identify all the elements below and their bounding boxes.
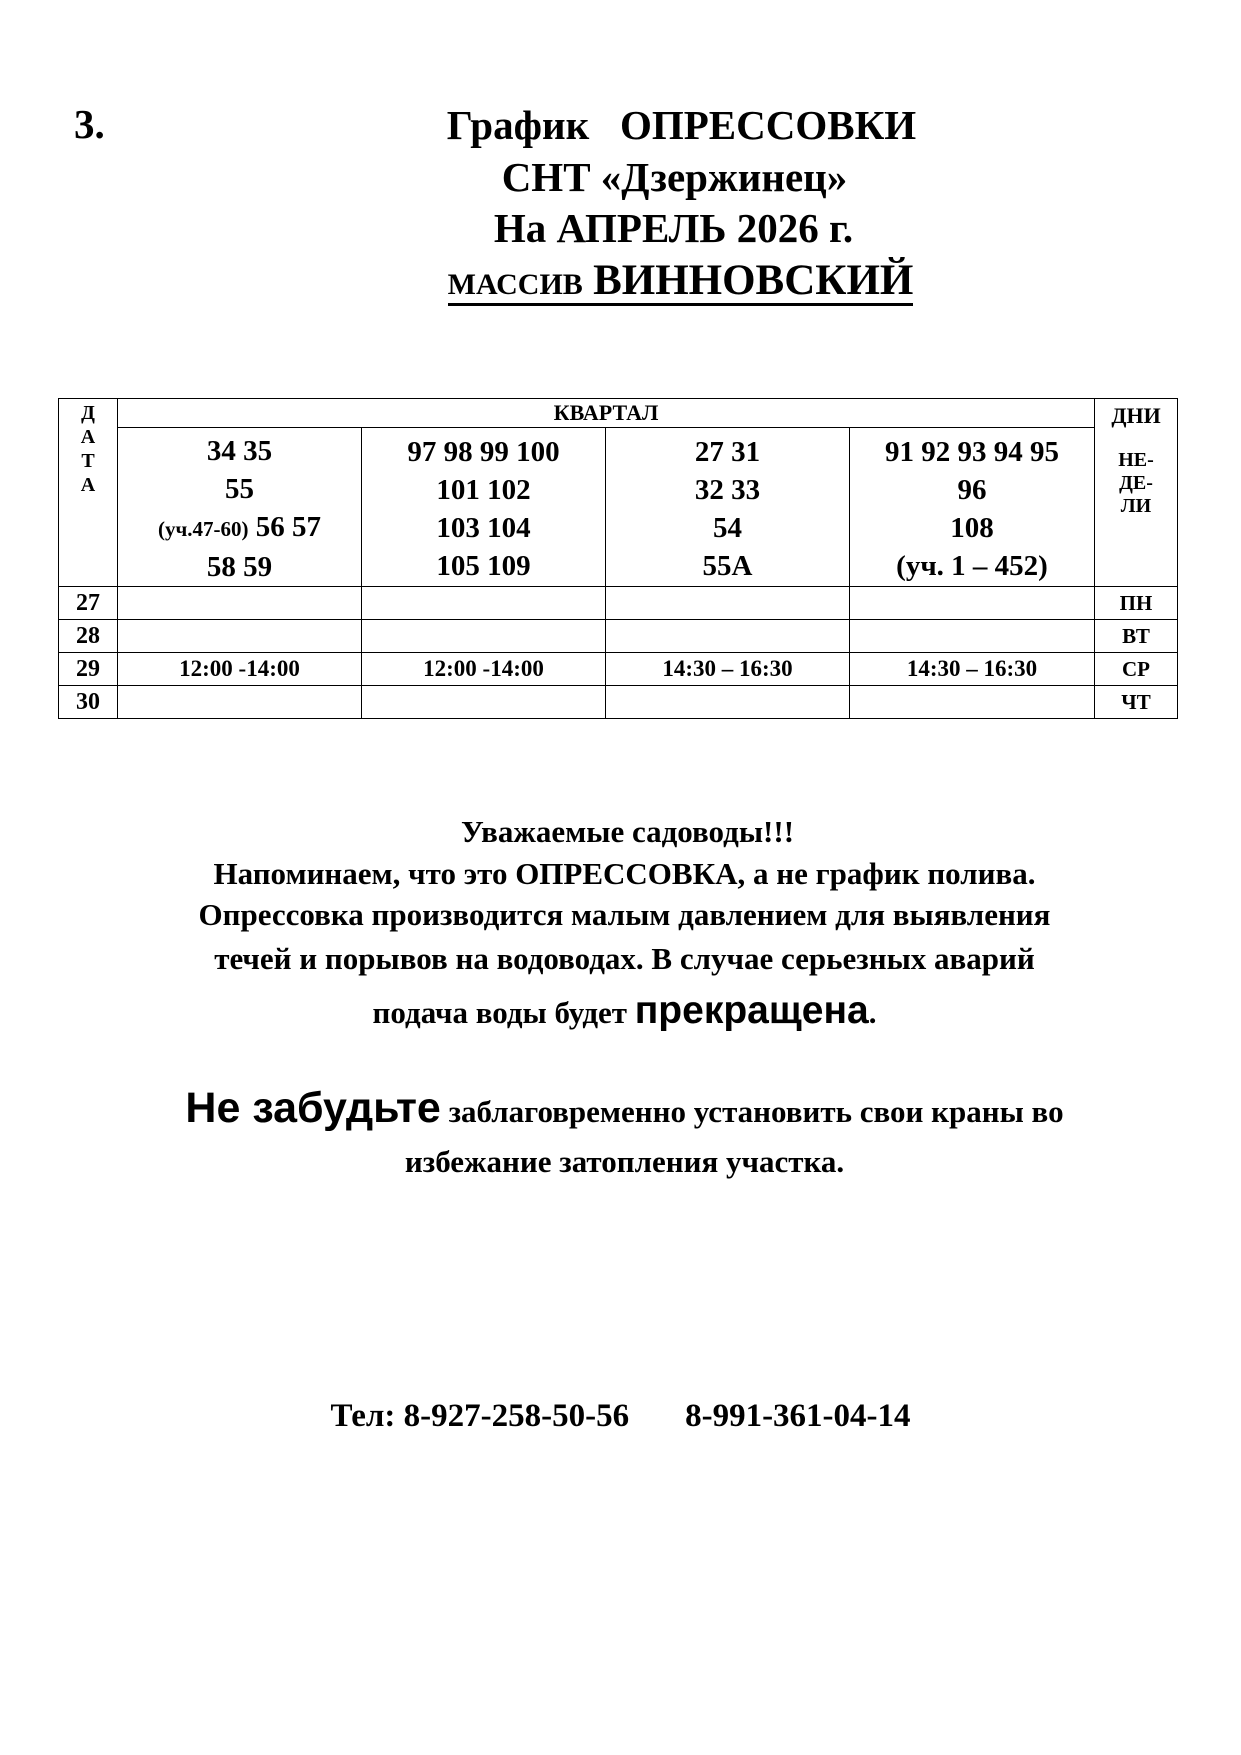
title-line-4	[60, 255, 1241, 310]
row-cell	[118, 686, 362, 719]
contact-phones	[0, 1398, 1241, 1435]
kvartal-column-4: 91 92 93 94 95 96 108 (уч. 1 – 452)	[850, 428, 1095, 587]
kvartal-header: КВАРТАЛ	[118, 399, 1095, 428]
row-cell	[362, 620, 606, 653]
row-cell	[606, 686, 850, 719]
row-weekday: ЧТ	[1095, 686, 1178, 719]
row-cell	[606, 587, 850, 620]
row-cell: 14:30 – 16:30	[606, 653, 850, 686]
row-cell	[118, 620, 362, 653]
row-date: 29	[59, 653, 118, 686]
message-line: подача воды будет прекращена.	[372, 989, 877, 1032]
message-line: течей и порывов на водоводах. В случае серьезных аварий	[214, 941, 1035, 976]
phone-1: Тел: 8-927-258-50-56	[330, 1398, 630, 1434]
schedule-table	[58, 398, 1178, 719]
date-header: Д А Т А	[59, 399, 118, 587]
title-line-1: График ОПРЕССОВКИ	[446, 102, 917, 148]
row-date: 27	[59, 587, 118, 620]
row-cell	[606, 620, 850, 653]
row-date: 30	[59, 686, 118, 719]
message-line: Опрессовка производится малым давлением для выявления	[198, 897, 1051, 932]
row-cell	[362, 686, 606, 719]
table-row	[59, 620, 1178, 653]
row-weekday: СР	[1095, 653, 1178, 686]
row-cell: 12:00 -14:00	[362, 653, 606, 686]
kvartal-column-2: 97 98 99 100 101 102 103 104 105 109	[362, 428, 606, 587]
days-header: ДНИ НЕ- ДЕ- ЛИ	[1095, 399, 1178, 587]
massiv-label: МАССИВ ВИННОВСКИЙ	[447, 257, 914, 304]
kvartal-column-1: 34 35 55 (уч.47-60) 56 57 58 59	[118, 428, 362, 587]
row-date: 28	[59, 620, 118, 653]
message-line: Напоминаем, что это ОПРЕССОВКА, а не график полива.	[213, 856, 1036, 891]
kvartal-column-3: 27 31 32 33 54 55А	[606, 428, 850, 587]
message-greeting: Уважаемые садоводы!!!	[460, 814, 795, 849]
row-cell	[850, 686, 1095, 719]
message-line: избежание затопления участка.	[404, 1144, 845, 1179]
table-row	[59, 686, 1178, 719]
row-cell: 12:00 -14:00	[118, 653, 362, 686]
row-cell: 14:30 – 16:30	[850, 653, 1095, 686]
row-weekday: ПН	[1095, 587, 1178, 620]
row-weekday: ВТ	[1095, 620, 1178, 653]
row-cell	[362, 587, 606, 620]
row-cell	[850, 587, 1095, 620]
phone-2: 8-991-361-04-14	[685, 1398, 911, 1434]
title-line-2: СНТ «Дзержинец»	[501, 154, 848, 200]
table-row	[59, 587, 1178, 620]
row-cell	[118, 587, 362, 620]
page-number: 3.	[74, 101, 105, 147]
table-row	[59, 653, 1178, 686]
title-line-3: На АПРЕЛЬ 2026 г.	[493, 205, 854, 251]
row-cell	[850, 620, 1095, 653]
message-reminder: Не забудьте заблаговременно установить свои краны во	[185, 1084, 1064, 1132]
